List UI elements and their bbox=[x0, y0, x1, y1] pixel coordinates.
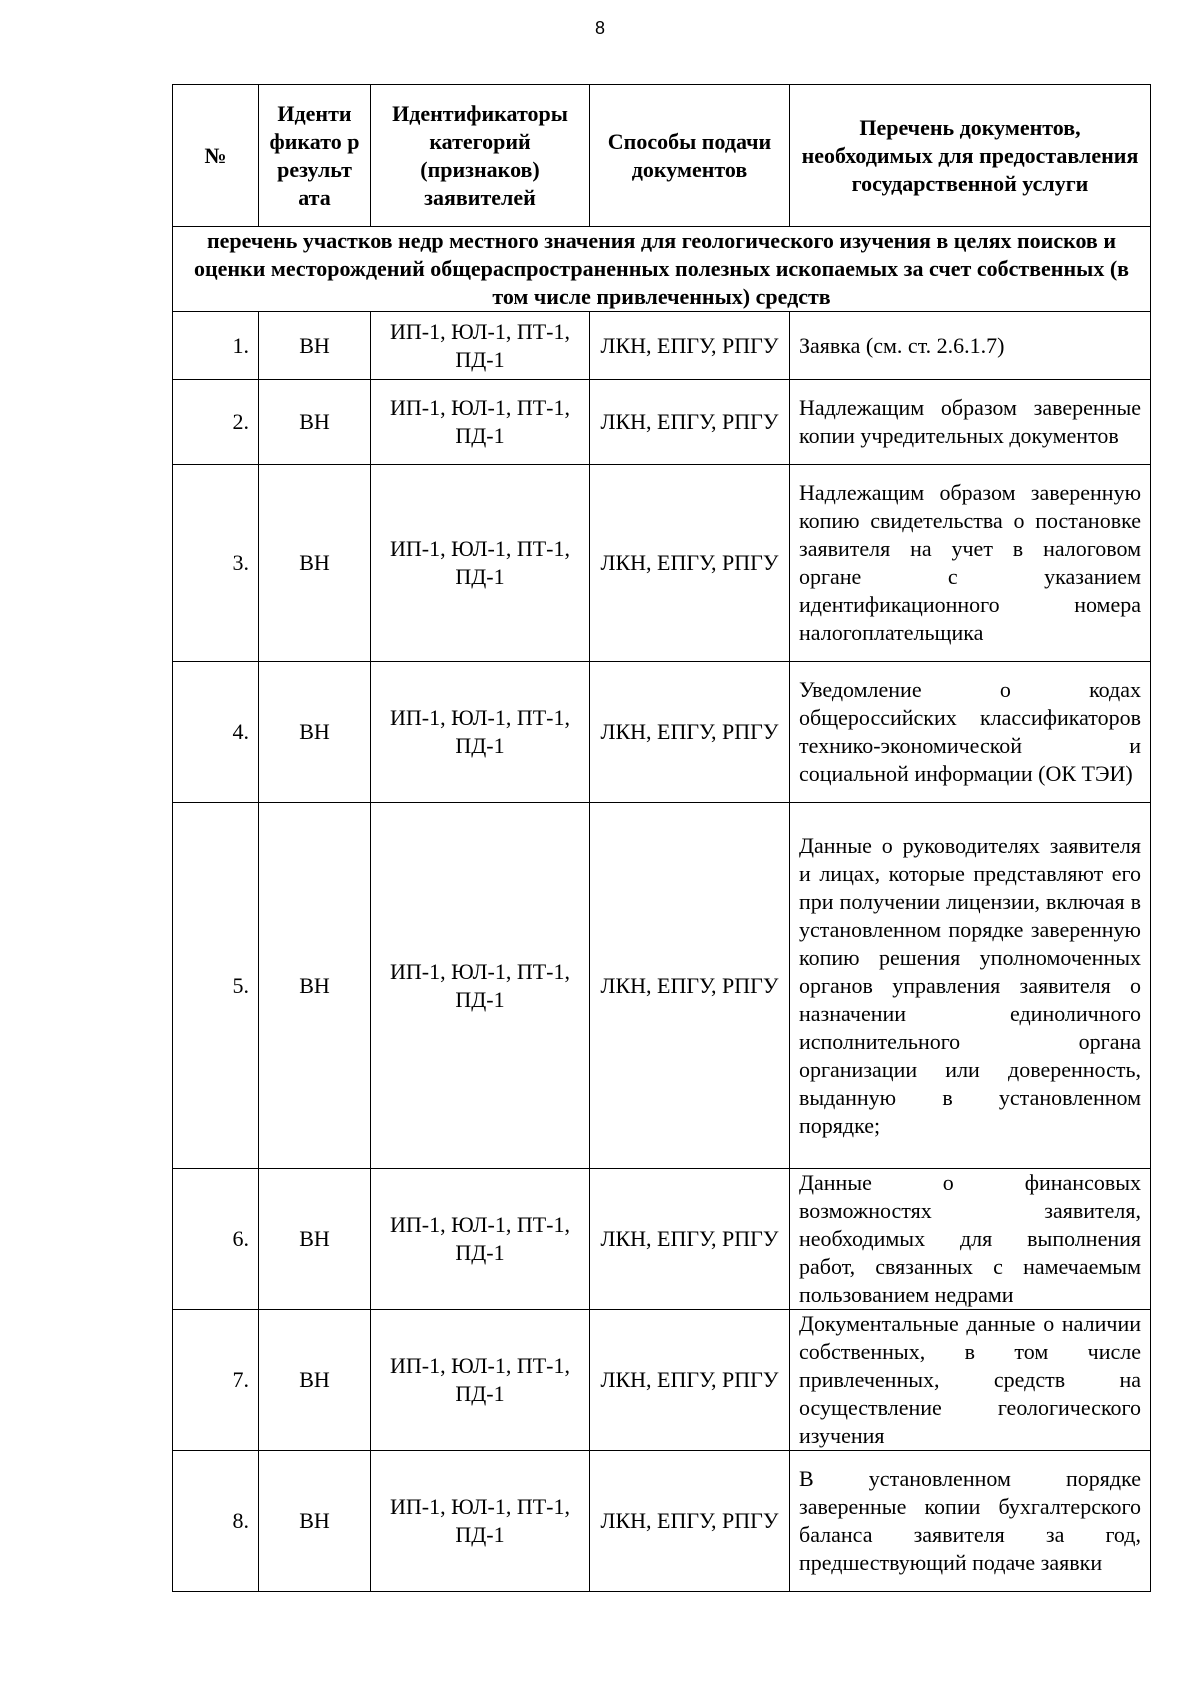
documents-table bbox=[172, 84, 1151, 1592]
row-methods: ЛКН, ЕПГУ, РПГУ bbox=[590, 1169, 790, 1310]
row-methods: ЛКН, ЕПГУ, РПГУ bbox=[590, 803, 790, 1169]
row-number: 2. bbox=[173, 380, 259, 465]
table-row bbox=[173, 662, 1151, 803]
row-number: 4. bbox=[173, 662, 259, 803]
row-result-id: ВН bbox=[259, 380, 371, 465]
row-categories: ИП-1, ЮЛ-1, ПТ-1, ПД-1 bbox=[371, 1451, 590, 1592]
row-methods: ЛКН, ЕПГУ, РПГУ bbox=[590, 1310, 790, 1451]
row-result-id: ВН bbox=[259, 312, 371, 380]
section-title: перечень участков недр местного значения для геологического изучения в целях поисков и оценки месторождений общераспространенных полезных ископаемых за счет собственных (в том числе привлеченных) средств bbox=[173, 227, 1151, 312]
row-categories: ИП-1, ЮЛ-1, ПТ-1, ПД-1 bbox=[371, 312, 590, 380]
row-categories: ИП-1, ЮЛ-1, ПТ-1, ПД-1 bbox=[371, 380, 590, 465]
section-row bbox=[173, 227, 1151, 312]
header-number: № bbox=[173, 85, 259, 227]
row-methods: ЛКН, ЕПГУ, РПГУ bbox=[590, 1451, 790, 1592]
row-documents: Данные о финансовых возможностях заявителя, необходимых для выполнения работ, связанных с намечаемым пользованием недрами bbox=[790, 1169, 1151, 1310]
row-number: 3. bbox=[173, 465, 259, 662]
row-categories: ИП-1, ЮЛ-1, ПТ-1, ПД-1 bbox=[371, 1310, 590, 1451]
row-result-id: ВН bbox=[259, 662, 371, 803]
header-methods: Способы подачи документов bbox=[590, 85, 790, 227]
table-row bbox=[173, 1451, 1151, 1592]
row-documents: Уведомление о кодах общероссийских классификаторов технико-экономической и социальной информации (ОК ТЭИ) bbox=[790, 662, 1151, 803]
row-categories: ИП-1, ЮЛ-1, ПТ-1, ПД-1 bbox=[371, 662, 590, 803]
row-result-id: ВН bbox=[259, 1451, 371, 1592]
row-methods: ЛКН, ЕПГУ, РПГУ bbox=[590, 380, 790, 465]
row-categories: ИП-1, ЮЛ-1, ПТ-1, ПД-1 bbox=[371, 465, 590, 662]
header-row bbox=[173, 85, 1151, 227]
table-row bbox=[173, 465, 1151, 662]
row-categories: ИП-1, ЮЛ-1, ПТ-1, ПД-1 bbox=[371, 1169, 590, 1310]
row-documents: Данные о руководителях заявителя и лицах, которые представляют его при получении лицензии, включая в установленном порядке заверенную копию решения уполномоченных органов управления заявителя о назначении единоличного исполнительного органа организации или доверенность, выданную в установленном порядке; bbox=[790, 803, 1151, 1169]
row-number: 1. bbox=[173, 312, 259, 380]
row-documents: Заявка (см. ст. 2.6.1.7) bbox=[790, 312, 1151, 380]
row-number: 5. bbox=[173, 803, 259, 1169]
row-methods: ЛКН, ЕПГУ, РПГУ bbox=[590, 312, 790, 380]
row-documents: Надлежащим образом заверенную копию свидетельства о постановке заявителя на учет в налоговом органе с указанием идентификационного номера налогоплательщика bbox=[790, 465, 1151, 662]
row-methods: ЛКН, ЕПГУ, РПГУ bbox=[590, 465, 790, 662]
page-number: 8 bbox=[594, 18, 605, 38]
table-row bbox=[173, 1169, 1151, 1310]
row-documents: Надлежащим образом заверенные копии учредительных документов bbox=[790, 380, 1151, 465]
row-methods: ЛКН, ЕПГУ, РПГУ bbox=[590, 662, 790, 803]
table-row bbox=[173, 803, 1151, 1169]
row-result-id: ВН bbox=[259, 1310, 371, 1451]
header-documents: Перечень документов, необходимых для предоставления государственной услуги bbox=[790, 85, 1151, 227]
header-categories: Идентификаторы категорий (признаков) заявителей bbox=[371, 85, 590, 227]
row-documents: Документальные данные о наличии собственных, в том числе привлеченных, средств на осуществление геологического изучения bbox=[790, 1310, 1151, 1451]
row-result-id: ВН bbox=[259, 465, 371, 662]
row-number: 8. bbox=[173, 1451, 259, 1592]
table-row bbox=[173, 1310, 1151, 1451]
header-result-id: Иденти фикато р результ ата bbox=[259, 85, 371, 227]
row-result-id: ВН bbox=[259, 803, 371, 1169]
row-result-id: ВН bbox=[259, 1169, 371, 1310]
row-number: 6. bbox=[173, 1169, 259, 1310]
table-row bbox=[173, 380, 1151, 465]
row-documents: В установленном порядке заверенные копии бухгалтерского баланса заявителя за год, предшествующий подаче заявки bbox=[790, 1451, 1151, 1592]
row-categories: ИП-1, ЮЛ-1, ПТ-1, ПД-1 bbox=[371, 803, 590, 1169]
row-number: 7. bbox=[173, 1310, 259, 1451]
table-row bbox=[173, 312, 1151, 380]
